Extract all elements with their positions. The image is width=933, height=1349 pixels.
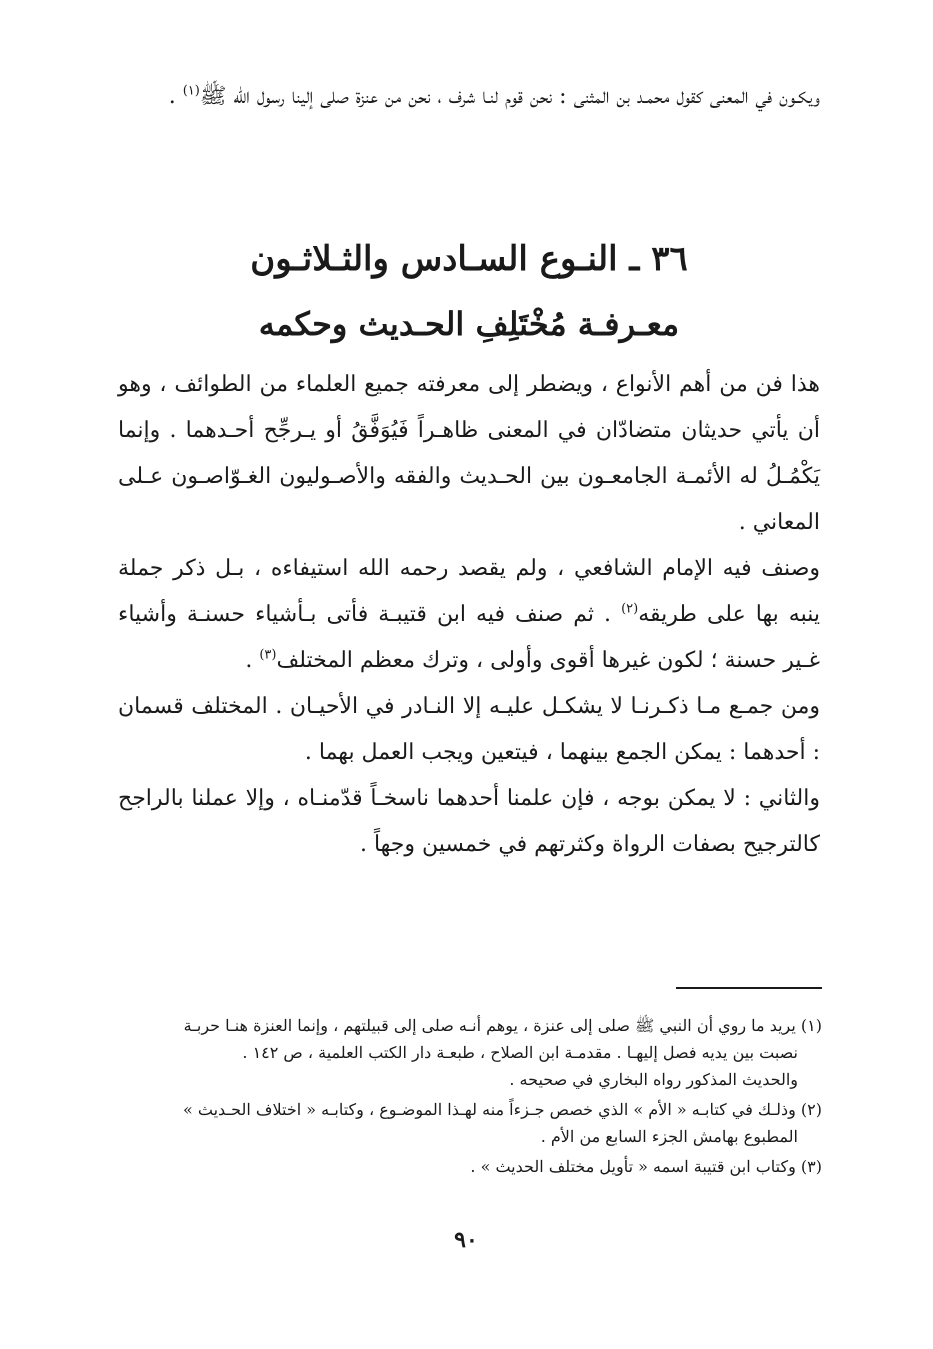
footnotes-list — [118, 1012, 822, 1183]
paragraph-1: هذا فن من أهم الأنواع ، ويضطر إلى معرفته جميع العلماء من الطوائف ، وهو أن يأتي حديثان متضادّان في المعنى ظاهـراً فَيُوَفَّقُ أو يـرجِّح أحـدهما . وإنما يَكْمُـلُ له الأئمـة الجامعـون بين الحـديث والفقه والأصـوليون الغـوّاصـون عـلى المعاني . — [118, 372, 820, 535]
footnote-3 — [118, 1153, 822, 1180]
footnote-divider — [676, 987, 822, 989]
chapter-title: ٣٦ ـ النـوع السـادس والثـلاثـون — [250, 239, 688, 279]
footnote-2-line-2: المطبوع بهامش الجزء السابع من الأم . — [540, 1127, 798, 1146]
footnote-2 — [118, 1096, 822, 1150]
footnote-3-line-1: (٣) وكتاب ابن قتيبة اسمه « تأويل مختلف الحديث » . — [470, 1157, 822, 1176]
intro-paragraph — [118, 74, 820, 120]
paragraph-2 — [118, 546, 820, 684]
footnote-ref-1: (١) — [182, 83, 200, 99]
footnote-ref-2: (٢) — [621, 601, 639, 617]
footnote-ref-3: (٣) — [259, 647, 277, 663]
footnote-1-line-3: والحديث المذكور رواه البخاري في صحيحه . — [509, 1070, 798, 1089]
paragraph-4: والثاني : لا يمكن بوجه ، فإن علمنا أحدهما ناسخـاً قدّمنـاه ، وإلا عملنا بالراجح كالترجيح بصفات الرواة وكثرتهم في خمسين وجهاً . — [118, 786, 820, 857]
chapter-subtitle: معـرفـة مُخْتَلِفِ الحـديث وحكمه — [258, 305, 680, 343]
footnote-1 — [118, 1012, 822, 1093]
paragraph-3: ومن جمـع مـا ذكـرنـا لا يشكـل عليـه إلا النـادر في الأحيـان . المختلف قسمان : أحدهما : يمكن الجمع بينهما ، فيتعين ويجب العمل بهما . — [118, 694, 820, 765]
footnote-1-line-2: نصبت بين يديه فصل إليهـا . مقدمـة ابن الصلاح ، طبعـة دار الكتب العلمية ، ص ١٤٢ . — [242, 1043, 798, 1062]
footnote-1-line-1: (١) يريد ما روي أن النبي ﷺ صلى إلى عنزة ، يوهم أنـه صلى إلى قبيلتهم ، وإنما العنزة هنـا حربـة — [183, 1016, 822, 1035]
paragraph-2-part-a: وصنف فيه الإمام الشافعي ، ولم يقصد رحمه الله استيفاءه ، بـل ذكر جملة ينبه بها على طريقه — [118, 556, 820, 627]
footnote-2-line-1: (٢) وذلـك في كتابـه « الأم » الذي خصص جـزءاً منه لهـذا الموضـوع ، وكتابـه « اختلاف الحـديث » — [183, 1100, 822, 1119]
intro-end: . — [168, 84, 183, 109]
intro-text: ويكـون في المعنى كقول محمـد بن المثنى : نحن قوم لنـا شرف ، نحن من عنزة صلى إلينا رسول الله ﷺ — [199, 84, 820, 109]
paragraph-2-end: . — [245, 648, 260, 673]
paragraph-2-part-b: . ثم صنف فيه ابن قتيبـة فأتى بـأشياء حسنـة وأشياء غـير حسنة ؛ لكون غيرها أقوى وأولى ، وترك معظم المختلف — [118, 602, 820, 673]
page-number: ٩٠ — [454, 1227, 478, 1253]
